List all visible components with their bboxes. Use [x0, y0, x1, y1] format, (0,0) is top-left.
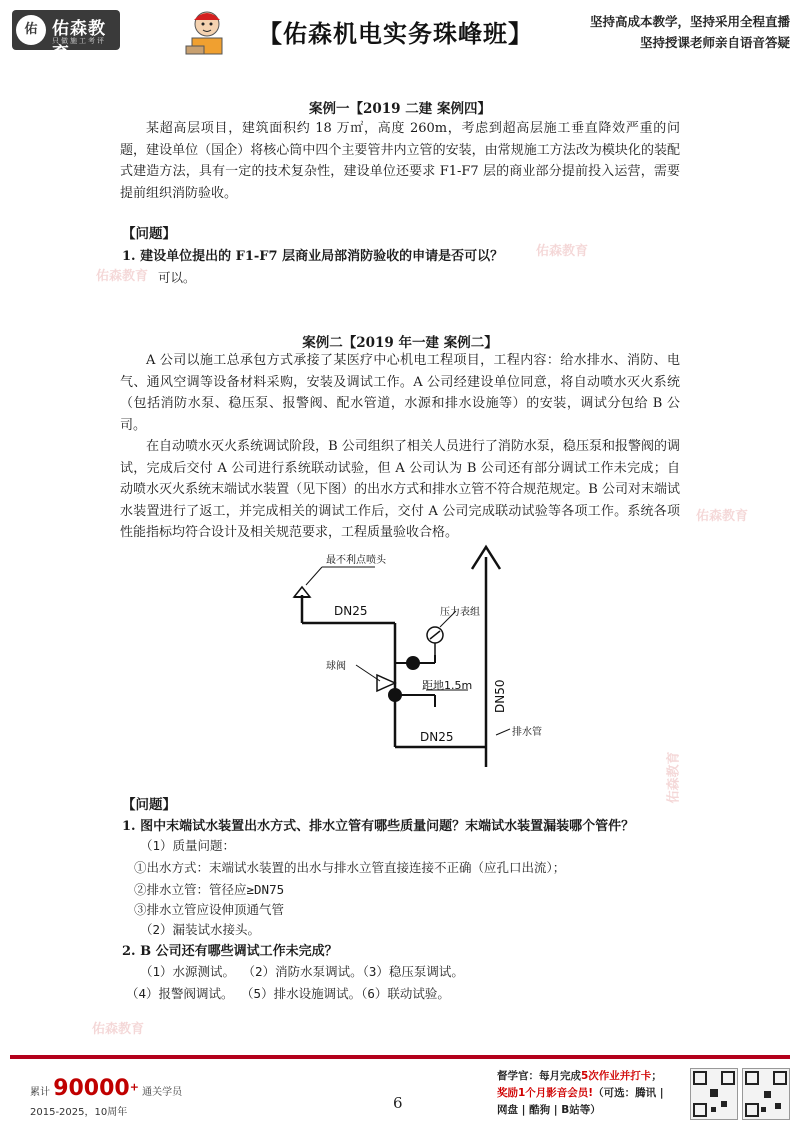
case2-paragraph-1: A 公司以施工总承包方式承接了某医疗中心机电工程项目，工程内容：给水排水、消防、电气、通风空调等设备材料采购，安装及调试工作。A 公司经建设单位同意，将自动喷水灭火系统（包括消防水泵、稳压泵、报警阀、配水管道，水源和排水设施等）的安装，调试分包给 B 公司。 [120, 353, 680, 433]
promo-l1a: 督学官：每月完成 [497, 1070, 581, 1082]
slogan-line-2: 坚持授课老师亲自语音答疑 [639, 35, 790, 50]
label-pressure-gauge: 压力表组 [440, 607, 480, 618]
label-ball-valve: 球阀 [326, 661, 346, 672]
promo-l1b: 5次作业并打卡 [581, 1070, 652, 1082]
label-dn25-bottom: DN25 [420, 730, 454, 744]
case2-answer-2-line-2: （4）报警阀调试。 （5）排水设施调试。（6）联动试验。 [126, 986, 450, 1001]
brand-logo [12, 10, 120, 64]
label-sprinkler: 最不利点喷头 [326, 555, 386, 566]
case2-answer-1-line-5: （2）漏装试水接头。 [140, 922, 261, 937]
label-drain-pipe: 排水管 [512, 727, 542, 738]
page-number: 6 [393, 1094, 403, 1112]
slogan-line-1: 坚持高成本教学，坚持采用全程直播 [589, 14, 790, 29]
qr-code-icon[interactable] [742, 1068, 790, 1120]
case2-answer-1-line-3: ②排水立管：管径应≥DN75 [134, 882, 285, 897]
footer-count: 90000 [53, 1076, 130, 1101]
end-test-device-diagram [260, 535, 550, 785]
case2-answer-2-line-1: （1）水源测试。 （2）消防水泵调试。（3）稳压泵调试。 [140, 964, 464, 979]
mascot-illustration [180, 4, 234, 58]
case1-answer-1: 可以。 [158, 270, 196, 285]
case2-paragraph-2: 在自动喷水灭火系统调试阶段，B 公司组织了相关人员进行了消防水泵，稳压泵和报警阀的调试，完成后交付 A 公司进行系统联动试验，但 A 公司认为 B 公司还有部分调试工作未完成；自动喷水灭火系统末端试水装置（见下图）的出水方式和排水立管不符合规范规定。B 公司对末端试水装置进行了返工，并完成相关的调试工作后，交付 A 公司完成联动试验等各项工作。系统各项性能指标均符合设计及相关规范要求，工程质量验收合格。 [120, 439, 680, 540]
case1-paragraph: 某超高层项目，建筑面积约 18 万㎡，高度 260m，考虑到超高层施工垂直降效严重的问题，建设单位（国企）将核心筒中四个主要管井内立管的安装，由常规施工方法改为模块化的装配式建造方法，具有一定的技术复杂性，建设单位还要求 F1-F7 层的商业部分提前投入运营，需要提前组织消防验收。 [120, 121, 680, 201]
case1-issue-label: 【问题】 [122, 226, 176, 242]
label-dn50: DN50 [493, 679, 507, 713]
qr-code-icon[interactable] [690, 1068, 738, 1120]
watermark: 佑森教育 [96, 269, 149, 284]
case2-title: 案例二【2019 年一建 案例二】 [302, 335, 498, 351]
footer-suffix: 通关学员 [142, 1087, 183, 1098]
case2-answer-1-line-2: ①出水方式：末端试水装置的出水与排水立管直接连接不正确（应孔口出流）； [134, 860, 566, 875]
promo-l2a: 奖励1个月影音会员! [497, 1087, 594, 1099]
case2-answer-1-line-1: （1）质量问题： [140, 838, 236, 853]
footer-promo [497, 1068, 687, 1119]
footer-prefix: 累计 [30, 1087, 50, 1098]
case2-issue-label: 【问题】 [122, 797, 176, 813]
case2-answer-1-line-4: ③排水立管应设伸顶通气管 [134, 902, 285, 917]
promo-l1c: ； [651, 1070, 662, 1082]
promo-l3: 网盘 | 酷狗 | B站等） [497, 1104, 601, 1116]
case2-question-2: 2. B 公司还有哪些调试工作未完成？ [122, 944, 338, 959]
footer-divider [10, 1055, 790, 1059]
footer-student-count [30, 1076, 182, 1101]
case1-title: 案例一【2019 二建 案例四】 [309, 101, 491, 117]
footer-years: 2015-2025，10周年 [30, 1107, 128, 1118]
logo-seal: 佑 [16, 15, 46, 45]
promo-l2b: （可选：腾讯 | [593, 1087, 664, 1099]
label-height: 距地1.5m [422, 679, 473, 692]
case2-question-1: 1. 图中末端试水装置出水方式、排水立管有哪些质量问题？末端试水装置漏装哪个管件？ [122, 819, 635, 834]
case1-question-1: 1. 建设单位提出的 F1-F7 层商业局部消防验收的申请是否可以？ [122, 249, 504, 264]
page-header [0, 0, 800, 62]
watermark: 佑森教育 [666, 751, 682, 804]
label-dn25-top: DN25 [334, 604, 368, 618]
banner-title: 【佑森机电实务珠峰班】 [258, 20, 533, 48]
logo-name: 佑森教育 [52, 19, 106, 64]
watermark: 佑森教育 [92, 1022, 145, 1037]
footer-plus: + [129, 1080, 139, 1094]
logo-subtitle: 只做施工考评 [52, 37, 106, 45]
watermark: 佑森教育 [536, 244, 589, 259]
watermark: 佑森教育 [696, 509, 749, 524]
